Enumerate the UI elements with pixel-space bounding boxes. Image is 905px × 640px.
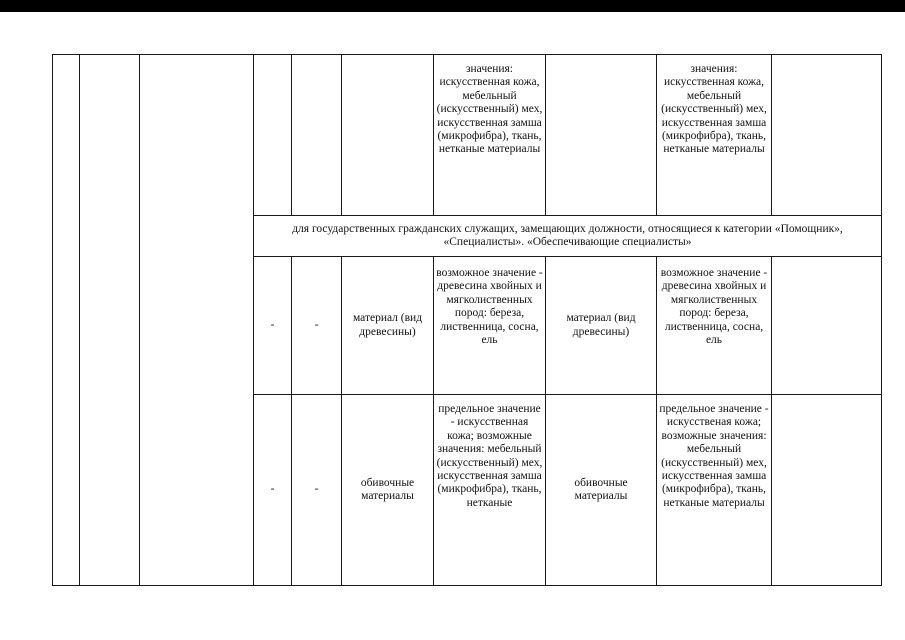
column-divider: [291, 54, 292, 216]
table-bottom-border: [52, 585, 882, 586]
table-cell: -: [314, 318, 319, 331]
column-divider: [341, 54, 342, 216]
table-cell-characteristic: обивочные материалы: [574, 476, 628, 502]
table-cell: -: [314, 483, 319, 496]
table-cell-value: значения: искусственная кожа, мебельный (искусственный) мех, искусственная замша (микрофибра), ткань, нетканые материалы: [661, 63, 767, 156]
table-cell-value: предельное значение - искусственная кожа; возможные значения: мебельный (искусственный) мех, искусственная замша (микрофибра), ткань, нетканые: [436, 403, 543, 509]
table-cell-value: значения: искусственная кожа, мебельный (искусственный) мех, искусственная замша (микрофибра), ткань, нетканые материалы: [436, 63, 543, 156]
table-cell-characteristic: материал (вид древесины): [352, 312, 423, 338]
table-cell: -: [270, 483, 275, 496]
column-divider: [139, 54, 140, 586]
scan-top-border: [0, 0, 905, 12]
table-cell-value: предельное значение - искусственая кожа; возможные значения: мебельный (искусственный) мех, искусственная замша (микрофибра), ткань, нетканые материалы: [659, 403, 769, 509]
section-header: для государственных гражданских служащих, замещающих должности, относящиеся к категории «Помощник», «Специалисты». «Обеспечивающие специалисты»: [292, 222, 843, 248]
table-cell-value: возможное значение - древесина хвойных и мягколиственных пород: береза, лиственница, сосна, ель: [660, 267, 768, 347]
column-divider: [79, 54, 80, 586]
column-divider: [771, 54, 772, 216]
column-divider: [771, 256, 772, 586]
table-cell: -: [270, 318, 275, 331]
table-right-border: [881, 54, 882, 586]
table-cell-characteristic: материал (вид древесины): [566, 312, 636, 338]
table-cell-characteristic: обивочные материалы: [360, 476, 415, 502]
table-cell-value: возможное значение - древесина хвойных и мягколиственных пород: береза, лиственница, сосна, ель: [436, 267, 543, 347]
table-left-border: [52, 54, 53, 586]
column-divider: [545, 54, 546, 216]
